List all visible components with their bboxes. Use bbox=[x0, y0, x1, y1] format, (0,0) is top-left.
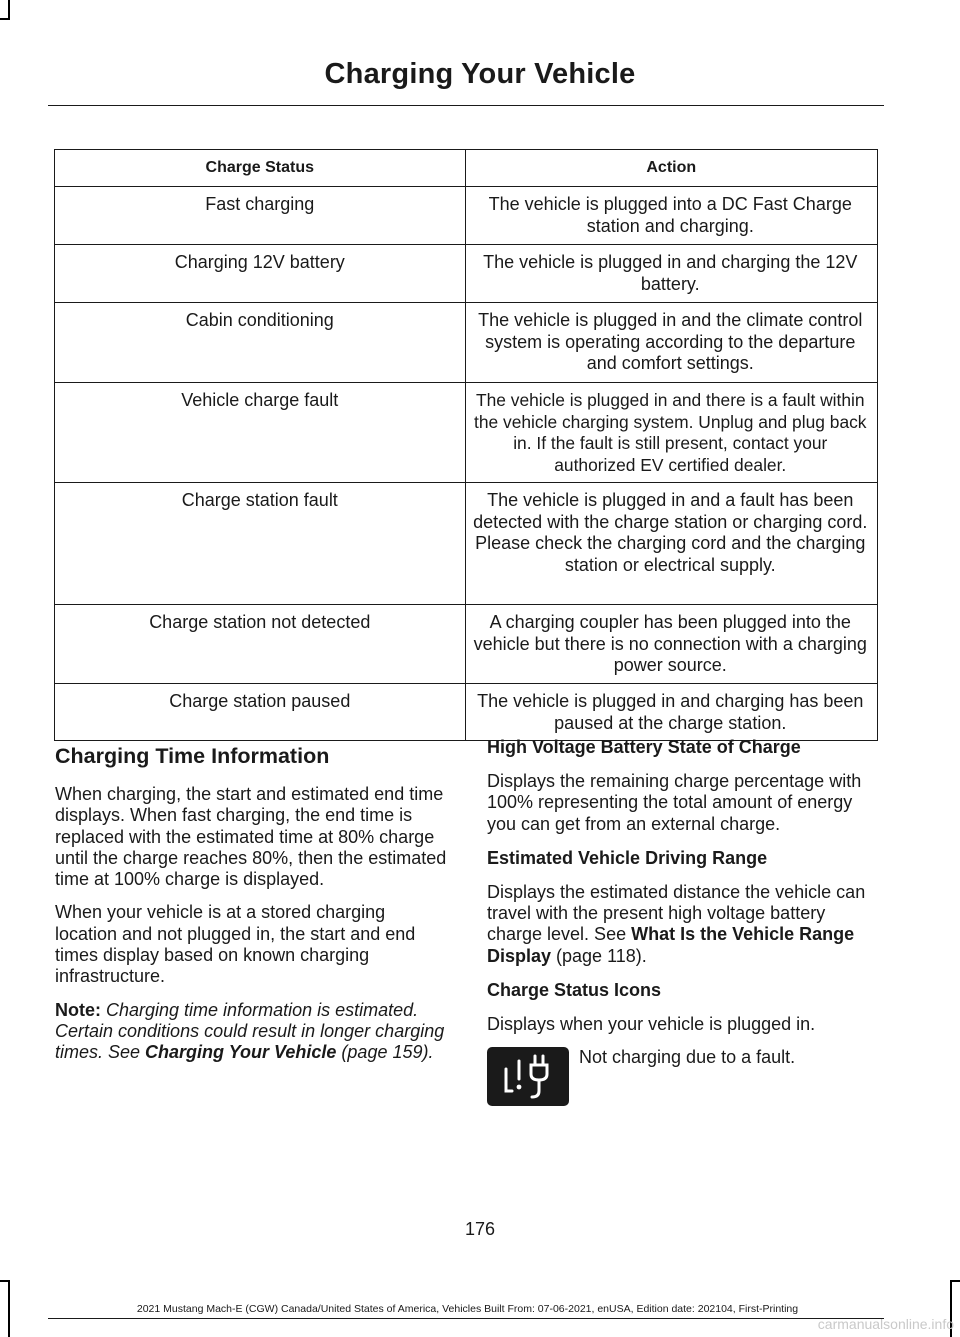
column-header-action: Action bbox=[465, 150, 877, 187]
status-cell: Vehicle charge fault bbox=[55, 383, 466, 483]
watermark: carmanualsonline.info bbox=[817, 1316, 954, 1332]
status-cell: Charge station not detected bbox=[55, 605, 466, 684]
action-cell: The vehicle is plugged into a DC Fast Charge station and charging. bbox=[465, 187, 877, 245]
page-reference: (page 159). bbox=[336, 1042, 434, 1063]
cross-reference-link[interactable]: Charging Your Vehicle bbox=[145, 1042, 337, 1063]
page-number: 176 bbox=[464, 1219, 496, 1239]
action-cell: The vehicle is plugged in and charging the 12V battery. bbox=[465, 245, 877, 303]
paragraph bbox=[487, 882, 882, 967]
paragraph: When charging, the start and estimated end time displays. When fast charging, the end time is replaced with the estimated time at 80% charge until the charge reaches 80%, then the estimated time at 100% charge is displayed. bbox=[55, 784, 447, 890]
crop-mark-top-left-horizontal bbox=[0, 18, 10, 20]
column-header-charge-status: Charge Status bbox=[55, 150, 466, 187]
crop-mark-top-left-vertical bbox=[8, 0, 10, 20]
section-heading-charging-time: Charging Time Information bbox=[55, 744, 330, 768]
action-cell: The vehicle is plugged in and the climate control system is operating according to the departure and comfort settings. bbox=[465, 303, 877, 383]
footer-divider bbox=[48, 1318, 884, 1319]
icon-caption: Not charging due to a fault. bbox=[579, 1047, 796, 1068]
action-cell: The vehicle is plugged in and there is a fault within the vehicle charging system. Unplug and plug back in. If the fault is still present, contact your authorized EV certified dealer. bbox=[465, 383, 877, 483]
right-column bbox=[487, 736, 882, 1117]
header-divider bbox=[48, 105, 884, 106]
icon-legend-row bbox=[487, 1047, 882, 1117]
table-row bbox=[55, 303, 878, 383]
status-cell: Charge station fault bbox=[55, 483, 466, 605]
action-cell: The vehicle is plugged in and a fault has been detected with the charge station or charging cord. Please check the charging cord and the charging station or electrical supply. bbox=[465, 483, 877, 605]
subheading-driving-range: Estimated Vehicle Driving Range bbox=[487, 847, 768, 868]
crop-mark-bottom-left-horizontal bbox=[0, 1280, 10, 1282]
note-label: Note: bbox=[55, 999, 101, 1020]
status-cell: Fast charging bbox=[55, 187, 466, 245]
table-row bbox=[55, 383, 878, 483]
charge-fault-icon bbox=[487, 1047, 569, 1106]
table-header-row bbox=[55, 150, 878, 187]
action-cell: The vehicle is plugged in and charging has been paused at the charge station. bbox=[465, 684, 877, 741]
table-row bbox=[55, 245, 878, 303]
table-row bbox=[55, 684, 878, 741]
subheading-state-of-charge: High Voltage Battery State of Charge bbox=[487, 737, 801, 757]
table-row bbox=[55, 605, 878, 684]
subheading-charge-status-icons: Charge Status Icons bbox=[487, 980, 662, 1001]
note bbox=[55, 1000, 447, 1064]
status-cell: Charging 12V battery bbox=[55, 245, 466, 303]
action-cell: A charging coupler has been plugged into the vehicle but there is no connection with a charging power source. bbox=[465, 605, 877, 684]
page-title: Charging Your Vehicle bbox=[324, 58, 636, 90]
note-text: Charging time information is estimated. Certain conditions could result in longer charging times. See bbox=[55, 999, 445, 1063]
cross-reference-link[interactable]: What Is the Vehicle Range Display bbox=[487, 924, 855, 966]
status-cell: Cabin conditioning bbox=[55, 303, 466, 383]
table-row bbox=[55, 187, 878, 245]
paragraph: Displays when your vehicle is plugged in. bbox=[487, 1014, 816, 1035]
footer-edition-info: 2021 Mustang Mach-E (CGW) Canada/United States of America, Vehicles Built From: 07-06-2021, enUSA, Edition date: 202104, First-Printing bbox=[136, 1303, 799, 1315]
status-cell: Charge station paused bbox=[55, 684, 466, 741]
left-column bbox=[55, 743, 447, 1076]
charge-status-table bbox=[54, 149, 878, 741]
paragraph: Displays the remaining charge percentage with 100% representing the total amount of energy you can get from an external charge. bbox=[487, 771, 862, 834]
page-reference: (page 118). bbox=[551, 945, 647, 966]
table-row bbox=[55, 483, 878, 605]
paragraph-text: Displays the estimated distance the vehicle can travel with the present high voltage battery charge level. See bbox=[487, 881, 866, 945]
paragraph: When your vehicle is at a stored charging location and not plugged in, the start and end times display based on known charging infrastructure. bbox=[55, 902, 416, 987]
crop-mark-bottom-right-horizontal bbox=[950, 1280, 960, 1282]
